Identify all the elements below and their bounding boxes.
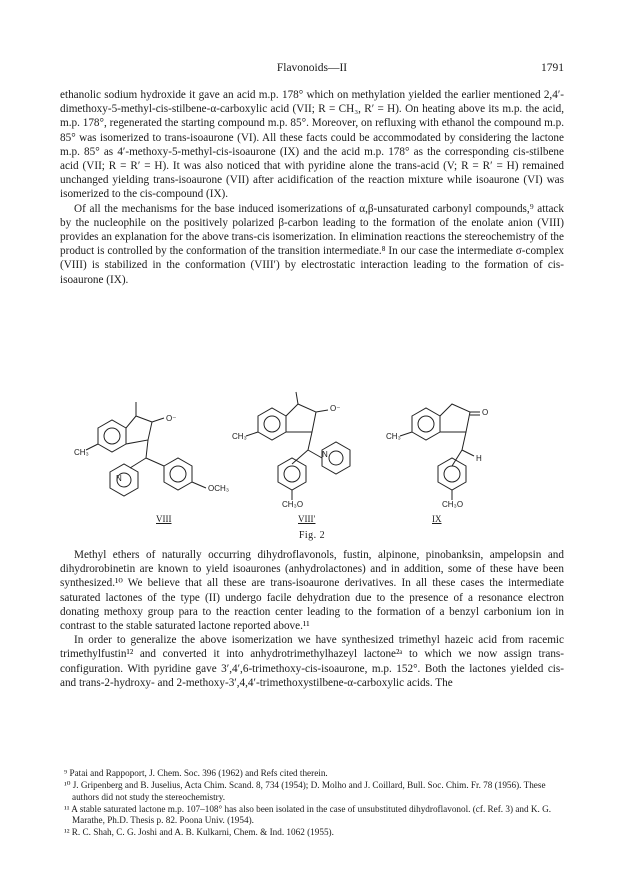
label-ominus-b: O⁻ bbox=[330, 404, 341, 413]
paragraph-2: Of all the mechanisms for the base induced isomerizations of α,β-unsaturated carbonyl compounds,⁹ attack by the nucleophile on the positively polarized β-carbon leading to the formation of the enolate anion (VIII) provides an explanation for the above trans-cis isomerization. In elimination reactions the stereochemistry of the product is controlled by the conformation of the transition intermediate.⁸ In our case the intermediate σ-complex (VIII) is stabilized in the conformation (VIII′) by electrostatic interaction leading to the formation of cis-isoaurone (IX). bbox=[60, 202, 564, 286]
label-o-c: O bbox=[482, 408, 489, 417]
paragraph-3: Methyl ethers of naturally occurring dihydroflavonols, fustin, alpinone, pinobanksin, ampelopsin and dihydrorobinetin are known to yield isoaurones (anhydrolactones) and in addition, some of these have been synthesized.¹⁰ We believe that all these are trans-isoaurone derivatives. In all these cases the intermediate saturated lactones of the type (II) undergo facile dehydration due to the presence of a resonance electron donating methoxy group para to the reaction center leading to the formation of a benzyl carbonium ion in contrast to the stable saturated lactone reported above.¹¹ bbox=[60, 549, 564, 633]
page-header bbox=[60, 62, 564, 78]
footnotes bbox=[60, 768, 564, 840]
label-ch3-b: CH₃ bbox=[232, 432, 247, 441]
label-nplus-a: N bbox=[116, 474, 122, 483]
footnote-9: ⁹ Patai and Rappoport, J. Chem. Soc. 396 (1962) and Refs cited therein. bbox=[64, 768, 328, 778]
body-text-top bbox=[60, 88, 564, 287]
footnote-11: ¹¹ A stable saturated lactone m.p. 107–108° has also been isolated in the case of unsubstituted dihydroflavonol. (cf. Ref. 3) and K. G. Marathe, Ph.D. Thesis p. 82. Poona Univ. (1954). bbox=[64, 803, 552, 826]
label-ch3o-b: CH₃O bbox=[282, 500, 304, 509]
label-ch3o-c: CH₃O bbox=[442, 500, 464, 509]
label-h-c: H bbox=[476, 454, 482, 463]
compound-label-ix: IX bbox=[432, 514, 442, 524]
figure-caption: Fig. 2 bbox=[298, 530, 326, 541]
paragraph-1: ethanolic sodium hydroxide it gave an acid m.p. 178° which on methylation yielded the earlier mentioned 2,4′-dimethoxy-5-methyl-cis-stilbene-α-carboxylic acid (VII; R = CH₃, R′ = H). On heating above its m.p. the acid, m.p. 178°, regenerated the starting compound m.p. 85°. Moreover, on refluxing with ethanol the compound m.p. 85° was isomerized to trans-isoaurone (VI). All these facts could be accommodated by considering the lactone m.p. 85° as 4′-methoxy-5-methyl-cis-isoaurone (IX) and the acid m.p. 178° as the corresponding cis-stilbene acid (VII; R = R′ = H). It was also noticed that with pyridine alone the trans-acid (V; R = R′ = H) remained unchanged yielding trans-isoaurone (VII) after acidification of the reaction mixture while isoaurone (VI) was isomerized to the cis-compound (IX). bbox=[60, 89, 564, 201]
label-ch3-a: CH₃ bbox=[74, 448, 89, 457]
label-nplus-b: N bbox=[322, 450, 328, 459]
label-ominus-a: O⁻ bbox=[166, 414, 177, 423]
paragraph-4: In order to generalize the above isomerization we have synthesized trimethyl hazeic acid from racemic trimethylfustin¹² and converted it into anhydrotrimethylhazeyl lactone²ᵃ to which we now assign trans-configuration. With pyridine gave 3′,4′,6-trimethoxy-cis-isoaurone, m.p. 152°. Both the lactones yielded cis- and trans-2-hydroxy- and 2-methoxy-3′,4,4′-trimethoxystilbene-α-carboxylic acids. The bbox=[60, 634, 564, 689]
figure-2 bbox=[60, 370, 564, 542]
running-title: Flavonoids—II bbox=[276, 62, 348, 74]
page-number: 1791 bbox=[541, 62, 564, 74]
compound-label-viii-prime: VIII′ bbox=[298, 514, 316, 524]
footnote-10: ¹⁰ J. Gripenberg and B. Juselius, Acta Chim. Scand. 8, 734 (1954); D. Molho and J. Coillard, Bull. Soc. Chim. Fr. 78 (1956). These authors did not study the stereochemistry. bbox=[64, 780, 546, 802]
label-och3-a: OCH₃ bbox=[208, 484, 230, 493]
compound-label-viii: VIII bbox=[156, 514, 172, 524]
label-ch3-c: CH₃ bbox=[386, 432, 401, 441]
footnote-12: ¹² R. C. Shah, C. G. Joshi and A. B. Kulkarni, Chem. & Ind. 1062 (1955). bbox=[64, 827, 334, 838]
body-text-bottom bbox=[60, 548, 564, 690]
structure-drawing bbox=[60, 370, 564, 530]
